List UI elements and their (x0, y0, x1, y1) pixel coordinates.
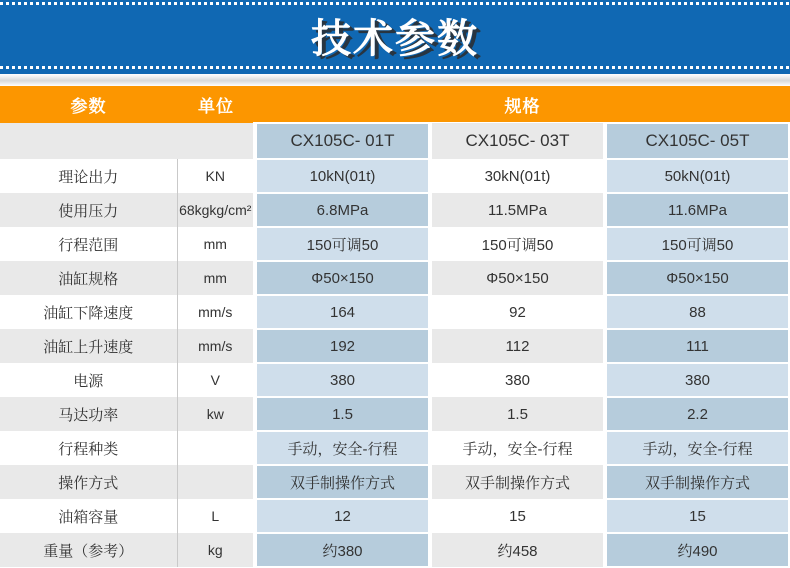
table-row (0, 227, 790, 261)
value-cell-05t: 15 (605, 499, 790, 533)
value-cell-03t: 380 (430, 363, 605, 397)
param-name-cell: 重量（参考） (0, 533, 177, 567)
value-cell-01t: 12 (255, 499, 430, 533)
model-name-cx105c-03t: CX105C- 03T (430, 123, 605, 159)
page-title: 技术参数 (311, 16, 479, 61)
value-cell-01t: 164 (255, 295, 430, 329)
unit-cell (177, 431, 255, 465)
table-row (0, 159, 790, 193)
title-banner (0, 0, 790, 74)
param-name-cell: 油缸下降速度 (0, 295, 177, 329)
unit-cell: L (177, 499, 255, 533)
value-cell-03t: 双手制操作方式 (430, 465, 605, 499)
param-name-cell: 使用压力 (0, 193, 177, 227)
value-cell-05t: 双手制操作方式 (605, 465, 790, 499)
header-param: 参数 (0, 86, 177, 123)
param-name-cell: 操作方式 (0, 465, 177, 499)
value-cell-01t: Φ50×150 (255, 261, 430, 295)
value-cell-05t: 111 (605, 329, 790, 363)
spec-table (0, 86, 790, 568)
value-cell-05t: 2.2 (605, 397, 790, 431)
model-row (0, 123, 790, 159)
unit-cell: V (177, 363, 255, 397)
unit-cell: kw (177, 397, 255, 431)
table-row (0, 363, 790, 397)
table-row (0, 261, 790, 295)
unit-cell: mm (177, 261, 255, 295)
dotted-line-top-decoration (0, 2, 790, 5)
unit-cell: KN (177, 159, 255, 193)
value-cell-03t: 92 (430, 295, 605, 329)
unit-cell: mm (177, 227, 255, 261)
unit-cell: kg (177, 533, 255, 567)
param-name-cell: 油缸上升速度 (0, 329, 177, 363)
unit-cell: 68kgkg/cm² (177, 193, 255, 227)
model-name-cx105c-05t: CX105C- 05T (605, 123, 790, 159)
value-cell-01t: 6.8MPa (255, 193, 430, 227)
unit-cell: mm/s (177, 295, 255, 329)
header-unit: 单位 (177, 86, 255, 123)
header-spec: 规格 (255, 86, 790, 123)
value-cell-05t: 150可调50 (605, 227, 790, 261)
value-cell-05t: 50kN(01t) (605, 159, 790, 193)
param-name-cell: 理论出力 (0, 159, 177, 193)
value-cell-01t: 150可调50 (255, 227, 430, 261)
table-row (0, 329, 790, 363)
unit-cell: mm/s (177, 329, 255, 363)
value-cell-01t: 1.5 (255, 397, 430, 431)
value-cell-01t: 双手制操作方式 (255, 465, 430, 499)
value-cell-05t: Φ50×150 (605, 261, 790, 295)
value-cell-01t: 约380 (255, 533, 430, 567)
value-cell-01t: 10kN(01t) (255, 159, 430, 193)
value-cell-03t: Φ50×150 (430, 261, 605, 295)
param-name-cell: 马达功率 (0, 397, 177, 431)
model-row-blank-cell (0, 123, 255, 159)
table-row (0, 193, 790, 227)
value-cell-01t: 手动，安全-行程 (255, 431, 430, 465)
value-cell-03t: 15 (430, 499, 605, 533)
table-row (0, 397, 790, 431)
value-cell-05t: 88 (605, 295, 790, 329)
divider-strip (0, 74, 790, 86)
table-header-row (0, 86, 790, 123)
table-row (0, 431, 790, 465)
table-row (0, 533, 790, 567)
value-cell-01t: 380 (255, 363, 430, 397)
table-row (0, 465, 790, 499)
param-name-cell: 行程种类 (0, 431, 177, 465)
table-row (0, 295, 790, 329)
value-cell-05t: 11.6MPa (605, 193, 790, 227)
value-cell-03t: 约458 (430, 533, 605, 567)
value-cell-05t: 380 (605, 363, 790, 397)
value-cell-03t: 手动，安全-行程 (430, 431, 605, 465)
param-name-cell: 电源 (0, 363, 177, 397)
value-cell-03t: 112 (430, 329, 605, 363)
model-name-cx105c-01t: CX105C- 01T (255, 123, 430, 159)
dotted-line-bottom-decoration (0, 66, 790, 69)
param-name-cell: 油箱容量 (0, 499, 177, 533)
value-cell-01t: 192 (255, 329, 430, 363)
spec-table-body (0, 159, 790, 567)
value-cell-05t: 约490 (605, 533, 790, 567)
value-cell-03t: 11.5MPa (430, 193, 605, 227)
param-name-cell: 行程范围 (0, 227, 177, 261)
param-name-cell: 油缸规格 (0, 261, 177, 295)
value-cell-03t: 1.5 (430, 397, 605, 431)
table-row (0, 499, 790, 533)
value-cell-05t: 手动，安全-行程 (605, 431, 790, 465)
value-cell-03t: 150可调50 (430, 227, 605, 261)
value-cell-03t: 30kN(01t) (430, 159, 605, 193)
unit-cell (177, 465, 255, 499)
